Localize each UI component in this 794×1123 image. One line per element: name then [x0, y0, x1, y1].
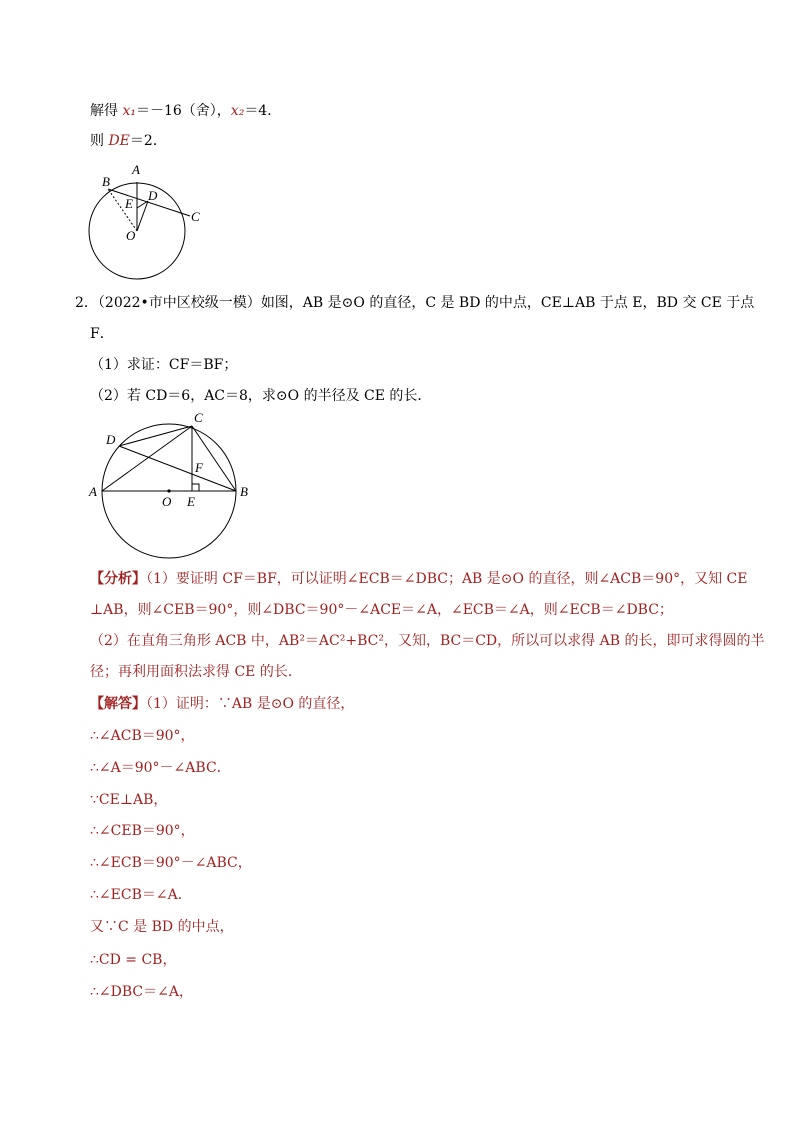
solution-intro: [90, 694, 354, 714]
solution-tag: 【解答】: [90, 696, 146, 712]
fig1-label-a: A: [132, 162, 140, 177]
var-x2: x₂: [230, 103, 245, 119]
fig1-line-od: [137, 201, 148, 231]
problem-stem-line-1: [75, 293, 754, 313]
prev-solution-line-1: [90, 101, 281, 121]
solution-step-6: ∴∠ECB＝∠A．: [90, 887, 192, 903]
fig2-line-db: [119, 446, 236, 491]
var-x1: x₁: [122, 103, 136, 119]
figure-1-circle-diagram: [80, 160, 220, 282]
problem-source: （2022•市中区校级一模）: [97, 295, 261, 311]
fig1-label-e: E: [125, 196, 133, 211]
solution-step-9: ∴∠DBC＝∠A，: [90, 984, 193, 1000]
question-2: （2）若 CD＝6，AC＝8，求⊙O 的半径及 CE 的长．: [90, 388, 432, 404]
question-1: （1）求证：CF＝BF；: [90, 357, 238, 373]
fig1-label-b: B: [102, 174, 110, 189]
solution-step-3: ∵CE⊥AB，: [90, 792, 168, 808]
fig2-label-f: F: [195, 460, 203, 475]
solution-step-5: ∴∠ECB＝90°－∠ABC，: [90, 855, 252, 871]
text-eq1: ＝－16（舍），: [135, 103, 231, 119]
analysis-line-3: （2）在直角三角形 ACB 中，AB²＝AC²+BC²，又知，BC＝CD，所以可以求得 AB 的长，即可求得圆的半: [90, 633, 765, 649]
problem-number: 2．: [75, 295, 98, 311]
fig2-right-angle-mark: [192, 484, 199, 491]
fig2-center-dot: [167, 489, 170, 492]
prev-solution-line-2: [90, 131, 167, 151]
fig2-label-o: O: [162, 494, 172, 509]
text-eq: ＝2．: [129, 133, 167, 149]
fig2-line-cb: [192, 426, 236, 491]
analysis-line-2: ⊥AB，则∠CEB＝90°，则∠DBC＝90°－∠ACE＝∠A，∠ECB＝∠A，则∠ECB＝∠DBC；: [90, 602, 673, 618]
fig1-label-o: O: [126, 228, 136, 243]
analysis-line-1: [90, 569, 748, 589]
text-eq2: ＝4．: [244, 103, 282, 119]
text-prefix: 解得: [90, 103, 123, 119]
fig2-label-e: E: [187, 494, 195, 509]
solution-step-7: 又∵C 是 BD 的中点，: [90, 919, 234, 935]
problem-stem-line-2: F．: [90, 326, 114, 342]
problem-stem: 如图，AB 是⊙O 的直径，C 是 BD 的中点，CE⊥AB 于点 E，BD 交 CE 于点: [260, 295, 755, 311]
solution-step-4: ∴∠CEB＝90°，: [90, 823, 195, 839]
fig2-label-b: B: [240, 484, 248, 499]
figure-2-circle-diagram: [82, 408, 262, 562]
fig1-label-c: C: [191, 209, 200, 224]
fig1-label-d: D: [148, 188, 158, 203]
solution-step-1: ∴∠ACB＝90°，: [90, 728, 195, 744]
analysis-tag: 【分析】: [90, 571, 146, 587]
analysis-line-4: 径；再利用面积法求得 CE 的长．: [90, 664, 302, 680]
var-de: DE: [108, 133, 130, 149]
solution-intro-text: （1）证明：∵AB 是⊙O 的直径，: [146, 696, 355, 712]
solution-step-8: ∴CD = CB，: [90, 952, 177, 968]
solution-step-2: ∴∠A＝90°－∠ABC．: [90, 760, 231, 776]
text-prefix: 则: [90, 133, 109, 149]
fig2-label-c: C: [194, 410, 203, 425]
fig2-label-a: A: [89, 484, 97, 499]
fig2-label-d: D: [106, 432, 116, 447]
fig2-line-ac: [102, 426, 192, 491]
analysis-text: （1）要证明 CF＝BF，可以证明∠ECB＝∠DBC；AB 是⊙O 的直径，则∠ACB＝90°，又知 CE: [146, 571, 748, 587]
